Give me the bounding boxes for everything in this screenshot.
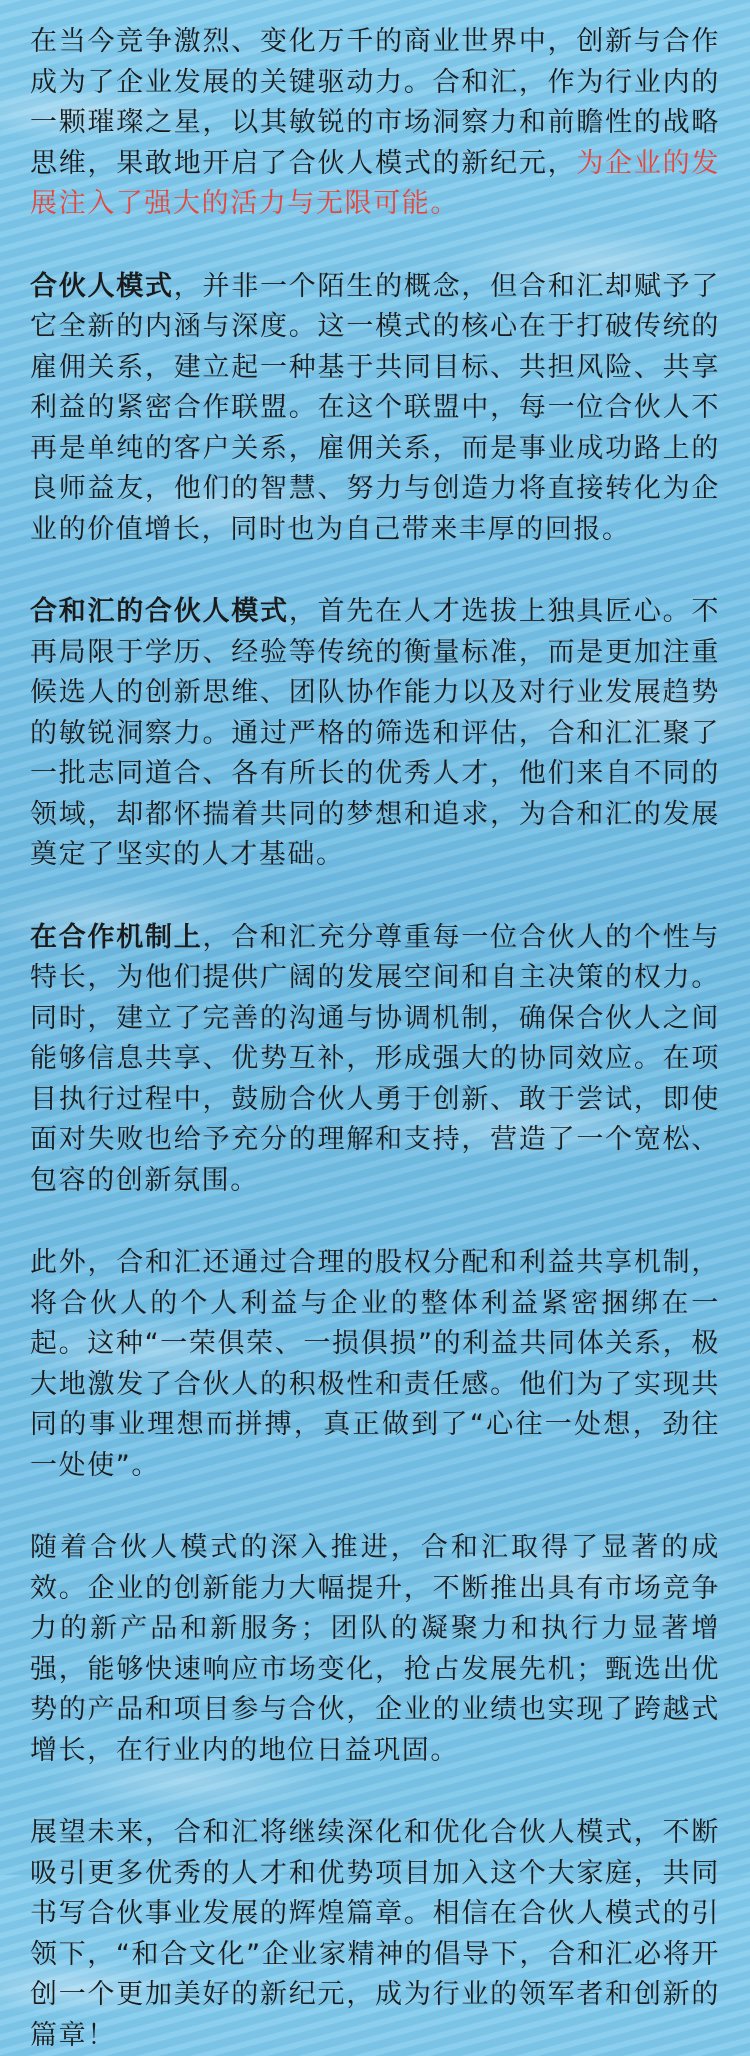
paragraph-text: ，并非一个陌生的概念，但合和汇却赋予了它全新的内涵与深度。这一模式的核心在于打破传统的雇佣关系，建立起一种基于共同目标、共担风险、共享利益的紧密合作联盟。在这个联盟中，每一位合伙人不再是单纯的客户关系，雇佣关系，而是事业成功路上的良师益友，他们的智慧、努力与创造力将直接转化为企业的价值增长，同时也为自己带来丰厚的回报。	[30, 270, 720, 545]
paragraph-results	[30, 1528, 720, 1771]
paragraph-text: 展望未来，合和汇将继续深化和优化合伙人模式，不断吸引更多优秀的人才和优势项目加入这个大家庭，共同书写合伙事业发展的辉煌篇章。相信在合伙人模式的引领下，“和合文化”企业家精神的倡导下，合和汇必将开创一个更加美好的新纪元，成为行业的领军者和创新的篇章！	[30, 1817, 720, 2051]
paragraph-lead: 合伙人模式	[30, 270, 174, 302]
paragraph-text: ，合和汇充分尊重每一位合伙人的个性与特长，为他们提供广阔的发展空间和自主决策的权力。同时，建立了完善的沟通与协调机制，确保合伙人之间能够信息共享、优势互补，形成强大的协同效应。在项目执行过程中，鼓励合伙人勇于创新、敢于尝试，即使面对失败也给予充分的理解和支持，营造了一个宽松、包容的创新氛围。	[30, 921, 720, 1196]
paragraph-outlook	[30, 1813, 720, 2056]
paragraph-text: 在当今竞争激烈、变化万千的商业世界中，创新与合作成为了企业发展的关键驱动力。合和汇，作为行业内的一颗璀璨之星，以其敏锐的市场洞察力和前瞻性的战略思维，果敢地开启了合伙人模式的新纪元，	[30, 26, 720, 179]
paragraph-text: 此外，合和汇还通过合理的股权分配和利益共享机制，将合伙人的个人利益与企业的整体利益紧密捆绑在一起。这种“一荣俱荣、一损俱损”的利益共同体关系，极大地激发了合伙人的积极性和责任感。他们为了实现共同的事业理想而拼搏，真正做到了“心往一处想，劲往一处使”。	[30, 1247, 720, 1481]
highlighted-text: 为企业的发展注入了强大的活力与无限可能。	[30, 147, 720, 219]
paragraph-equity-sharing	[30, 1243, 720, 1486]
paragraph-partner-model	[30, 267, 720, 551]
paragraph-lead: 在合作机制上	[30, 921, 203, 953]
paragraph-intro	[30, 22, 720, 225]
paragraph-talent-selection	[30, 592, 720, 876]
paragraph-cooperation-mechanism	[30, 918, 720, 1202]
paragraph-text: ，首先在人才选拔上独具匠心。不再局限于学历、经验等传统的衡量标准，而是更加注重候选人的创新思维、团队协作能力以及对行业发展趋势的敏锐洞察力。通过严格的筛选和评估，合和汇汇聚了一批志同道合、各有所长的优秀人才，他们来自不同的领域，却都怀揣着共同的梦想和追求，为合和汇的发展奠定了坚实的人才基础。	[30, 596, 720, 870]
paragraph-text: 随着合伙人模式的深入推进，合和汇取得了显著的成效。企业的创新能力大幅提升，不断推出具有市场竞争力的新产品和新服务；团队的凝聚力和执行力显著增强，能够快速响应市场变化，抢占发展先机；甄选出优势的产品和项目参与合伙，企业的业绩也实现了跨越式增长，在行业内的地位日益巩固。	[30, 1532, 720, 1766]
paragraph-lead: 合和汇的合伙人模式	[30, 596, 289, 627]
